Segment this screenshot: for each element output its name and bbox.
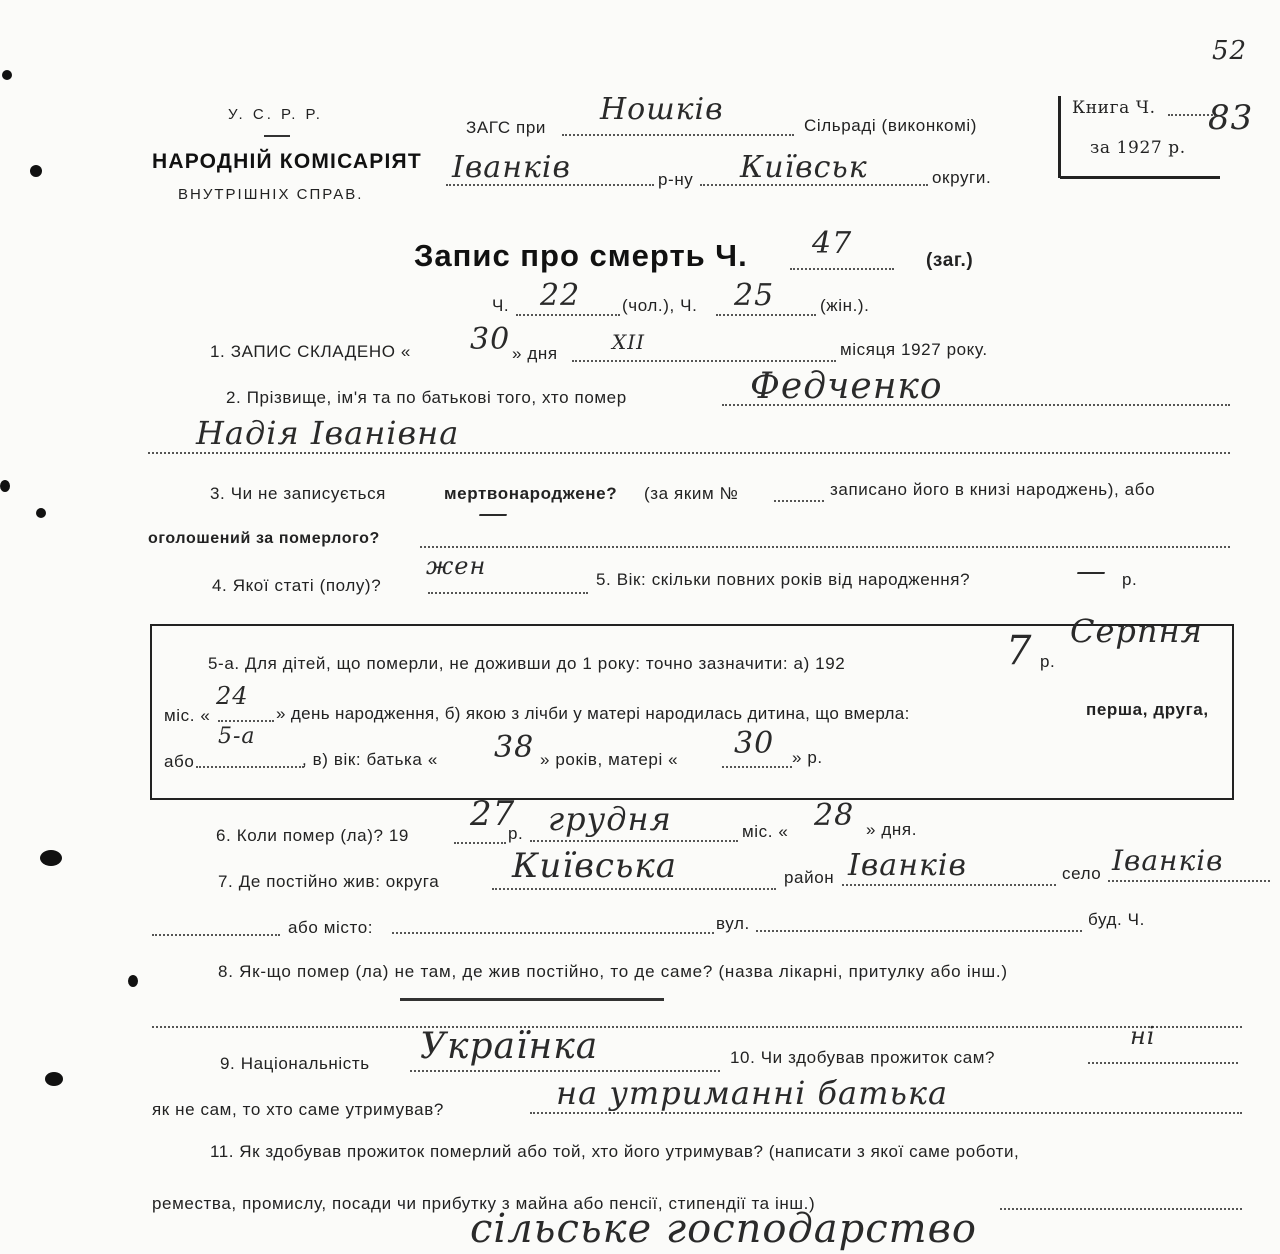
field-8-line — [152, 1026, 1242, 1028]
field-6-r: р. — [508, 824, 524, 843]
field-7-street-label: вул. — [716, 914, 750, 933]
field-6-label: 6. Коли помер (ла)? 19 — [216, 826, 409, 845]
field-5a-line-2b: » день народження, б) якою з лічби у матері народилась дитина, що вмерла: — [276, 704, 910, 723]
field-5a-r: р. — [1040, 652, 1056, 671]
header-divider — [264, 135, 290, 137]
field-10b-line — [530, 1112, 1242, 1114]
field-1-end: місяця 1927 року. — [840, 340, 988, 359]
field-5a-line-1: 5-а. Для дітей, що померли, не доживши до 1 року: точно зазначити: а) 192 — [208, 654, 846, 673]
field-10-label: 10. Чи здобував прожиток сам? — [730, 1048, 996, 1067]
record-title: Запис про смерть Ч. — [414, 238, 748, 273]
field-5a-order-line — [196, 766, 304, 768]
punch-hole — [30, 165, 42, 177]
female-label: (жін.). — [820, 296, 870, 315]
field-4-value: жен — [426, 552, 487, 580]
record-suffix: (заг.) — [926, 250, 974, 271]
field-8-label: 8. Як-що помер (ла) не там, де жив постійно, то де саме? (назва лікарні, притулку або інш.) — [218, 962, 1008, 981]
field-1-month: XII — [612, 330, 646, 354]
republic-label: У. С. Р. Р. — [228, 106, 323, 123]
field-4-label: 4. Якої статі (полу)? — [212, 576, 382, 595]
field-9-value: Українка — [420, 1026, 599, 1067]
male-number: 22 — [540, 278, 581, 313]
field-3-line-2 — [420, 546, 1230, 548]
field-5a-line-3b: , в) вік: батька « — [302, 750, 438, 769]
field-10b-value: на утриманні батька — [556, 1074, 949, 1112]
corner-mark: 52 — [1212, 36, 1248, 66]
field-6-year: 27 — [470, 794, 516, 834]
field-5a-month: Серпня — [1070, 612, 1203, 650]
field-7-rayon-line — [842, 884, 1056, 886]
field-11-value: сільське господарство — [470, 1206, 977, 1252]
field-5-suffix: р. — [1122, 570, 1138, 589]
book-label: Книга Ч. — [1072, 98, 1156, 118]
punch-hole — [128, 975, 138, 987]
field-3-declared-dead: оголошений за померлого? — [148, 530, 380, 547]
field-1-mid: » дня — [512, 344, 558, 363]
field-5a-father: 38 — [494, 730, 535, 765]
punch-hole — [0, 480, 10, 492]
zags-label: ЗАГС при — [466, 118, 547, 137]
record-number-line — [790, 268, 894, 270]
field-6-year-line — [454, 842, 506, 844]
field-4-line — [428, 592, 588, 594]
field-7-okrug: Київська — [512, 846, 678, 886]
record-number: 47 — [812, 226, 853, 261]
punch-hole — [36, 508, 46, 518]
field-7-city-line — [392, 932, 714, 934]
field-10b-label: як не сам, то хто саме утримував? — [152, 1100, 444, 1119]
field-1-label: 1. ЗАПИС СКЛАДЕНО « — [210, 342, 411, 361]
book-box-bottom — [1060, 176, 1220, 179]
field-3-c: записано його в книзі народжень), або — [830, 480, 1156, 499]
okrug-value: Київськ — [740, 150, 868, 185]
field-6-month: грудня — [548, 800, 672, 838]
field-7-okrug-line — [492, 888, 776, 890]
field-7-rayon: Іванків — [848, 848, 967, 883]
field-3-stillborn: мертвонароджене? — [444, 484, 618, 503]
field-6-day: 28 — [814, 798, 855, 833]
field-5a-line-3d: » р. — [792, 748, 823, 767]
zags-value: Ношків — [600, 92, 724, 127]
male-number-line — [516, 314, 620, 316]
field-11-line-2: ремества, промислу, посади чи прибутку з майна або пенсії, стипендії та інш.) — [152, 1194, 816, 1213]
field-5a-order: 5-а — [218, 724, 256, 749]
field-10-value: ні — [1130, 1022, 1156, 1050]
field-3-number-line — [774, 500, 824, 502]
field-2-name: Надія Іванівна — [196, 414, 460, 452]
field-2-label: 2. Прізвище, ім'я та по батькові того, хто помер — [226, 388, 627, 407]
field-5a-line-2a: міс. « — [164, 706, 211, 725]
punch-hole — [2, 70, 12, 80]
commissariat-label: НАРОДНІЙ КОМІСАРІЯТ — [152, 150, 422, 173]
field-9-label: 9. Національність — [220, 1054, 370, 1073]
field-3-a: 3. Чи не записується — [210, 484, 386, 503]
field-7-selo-label: село — [1062, 864, 1102, 883]
zags-line — [562, 134, 794, 136]
field-11-line-1: 11. Як здобував прожиток померлий або той, хто його утримував? (написати з якої саме роботи, — [210, 1142, 1020, 1161]
field-5a-year: 7 — [1006, 628, 1033, 674]
field-1-day: 30 — [470, 322, 511, 357]
district-line — [446, 184, 654, 186]
field-3-b: (за яким № — [644, 484, 739, 503]
field-5a-day-line — [218, 720, 274, 722]
prefix-ch: Ч. — [492, 296, 510, 315]
female-number: 25 — [734, 278, 775, 313]
district-label: р-ну — [658, 170, 694, 189]
field-8-strike — [400, 998, 664, 1001]
field-1-month-line — [572, 360, 836, 362]
field-2-line-2 — [148, 452, 1230, 454]
field-9-line — [410, 1070, 720, 1072]
council-label: Сільраді (виконкомі) — [804, 116, 978, 135]
district-value: Іванків — [452, 150, 571, 185]
okrug-label: округи. — [932, 168, 992, 187]
field-10-line — [1088, 1062, 1238, 1064]
field-5a-mother: 30 — [734, 726, 775, 761]
female-number-line — [716, 314, 816, 316]
field-7-label: 7. Де постійно жив: округа — [218, 872, 440, 891]
field-5-value: — — [1076, 554, 1107, 589]
field-7-city-label: або місто: — [288, 918, 374, 937]
field-7-selo: Іванків — [1112, 844, 1224, 877]
field-6-mis: міс. « — [742, 822, 789, 841]
field-6-end: » дня. — [866, 820, 918, 839]
field-5a-line-3c: » років, матері « — [540, 750, 679, 769]
field-2-surname: Федченко — [750, 366, 943, 407]
punch-hole — [40, 850, 62, 866]
field-7-rayon-label: район — [784, 868, 835, 887]
year-label: за 1927 р. — [1090, 138, 1186, 158]
field-6-month-line — [530, 840, 738, 842]
field-7-house-label: буд. Ч. — [1088, 910, 1145, 929]
field-5a-order-options: перша, друга, — [1086, 700, 1209, 719]
field-7-selo-line — [1108, 880, 1270, 882]
book-box — [1058, 96, 1061, 178]
field-7-street-line — [756, 930, 1082, 932]
field-5a-day: 24 — [216, 682, 249, 710]
book-number: 83 — [1208, 98, 1254, 138]
field-3-value: — — [478, 496, 509, 531]
punch-hole — [45, 1072, 63, 1086]
male-label: (чол.), Ч. — [622, 296, 698, 315]
field-5-label: 5. Вік: скільки повних років від народження? — [596, 570, 971, 589]
field-11-line — [1000, 1208, 1242, 1210]
department-label: ВНУТРІШНІХ СПРАВ. — [178, 186, 364, 203]
field-5a-line-3a: або — [164, 752, 195, 771]
field-7-pre-line — [152, 934, 280, 936]
field-5a-mother-line — [722, 766, 792, 768]
